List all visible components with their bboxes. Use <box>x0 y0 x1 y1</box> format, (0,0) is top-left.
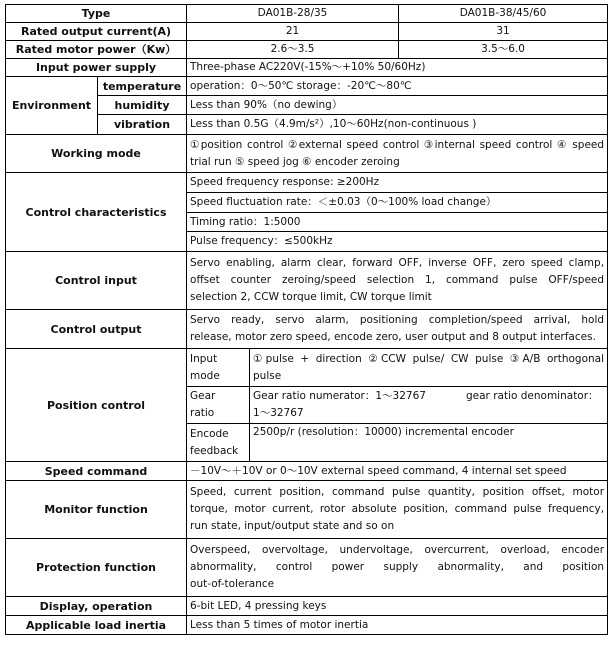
control-input-label: Control input <box>6 252 187 310</box>
monitor-function-label: Monitor function <box>6 481 187 539</box>
input-mode-line: pulse <box>253 369 282 382</box>
humidity-label: humidity <box>98 96 187 115</box>
encode-feedback-label-line: Encode <box>190 427 229 440</box>
control-input-line: selection 2, CCW torque limit, CW torque limit <box>190 291 432 303</box>
position-control-label: Position control <box>6 349 187 462</box>
gear-ratio-line: 1～32767 <box>253 407 304 419</box>
working-mode-line: trial run ⑤ speed jog ⑥ encoder zeroing <box>190 155 400 168</box>
row-type <box>6 5 608 23</box>
protection-line: abnormality, control power supply abnormality, and position <box>190 561 605 573</box>
row-control-output <box>6 310 608 349</box>
working-mode-value <box>187 135 608 173</box>
type-label: Type <box>6 5 187 23</box>
row-temperature <box>6 77 608 96</box>
input-mode-value <box>250 349 608 387</box>
input-mode-label-line: mode <box>190 369 220 382</box>
input-mode-line: ①pulse + direction ②CCW pulse/ CW pulse ③A/B orthogonal <box>253 352 605 365</box>
control-input-value <box>187 252 608 310</box>
display-label: Display, operation <box>6 597 187 616</box>
input-power-label: Input power supply <box>6 59 187 77</box>
control-char-item: Pulse frequency：≤500kHz <box>187 232 608 252</box>
row-rated-power <box>6 41 608 59</box>
control-input-line: offset counter zeroing/speed selection 1, command pulse OFF/speed <box>190 274 605 286</box>
rated-power-2: 3.5～6.0 <box>399 41 608 59</box>
gear-ratio-line: Gear ratio numerator：1～32767 gear ratio denominator： <box>253 390 599 402</box>
row-input-mode <box>6 349 608 387</box>
working-mode-line: ①position control ②external speed control ③internal speed control ④ speed <box>190 138 605 151</box>
vibration-label: vibration <box>98 115 187 135</box>
monitor-line: run state, input/output state and so on <box>190 520 395 532</box>
encode-feedback-line: 2500p/r (resolution：10000) incremental encoder <box>253 426 514 438</box>
input-power-value: Three-phase AC220V(-15%～+10% 50/60Hz) <box>187 59 608 77</box>
spec-table <box>5 4 608 635</box>
control-characteristics-label: Control characteristics <box>6 173 187 252</box>
protection-line: out-of-tolerance <box>190 578 275 590</box>
monitor-line: torque, motor current, rotor absolute position, command pulse frequency, <box>190 503 605 515</box>
control-output-value <box>187 310 608 349</box>
temperature-value: operation：0～50℃ storage：-20℃～80℃ <box>187 77 608 96</box>
rated-current-label: Rated output current(A) <box>6 23 187 41</box>
row-protection-function <box>6 539 608 597</box>
rated-current-2: 31 <box>399 23 608 41</box>
control-input-line: Servo enabling, alarm clear, forward OFF, inverse OFF, zero speed clamp, <box>190 257 605 269</box>
control-output-line: release, motor zero speed, encode zero, user output and 8 output interfaces. <box>190 331 596 343</box>
display-value: 6-bit LED, 4 pressing keys <box>187 597 608 616</box>
control-char-item: Timing ratio：1:5000 <box>187 213 608 232</box>
rated-power-1: 2.6～3.5 <box>187 41 399 59</box>
monitor-line: Speed, current position, command pulse quantity, position offset, motor <box>190 486 605 498</box>
model-1: DA01B-28/35 <box>187 5 399 23</box>
speed-command-value: －10V～＋10V or 0～10V external speed command, 4 internal set speed <box>187 462 608 481</box>
speed-command-label: Speed command <box>6 462 187 481</box>
row-monitor-function <box>6 481 608 539</box>
control-output-line: Servo ready, servo alarm, positioning completion/speed arrival, hold <box>190 314 605 326</box>
encode-feedback-label <box>187 424 250 462</box>
control-char-item: Speed fluctuation rate：＜±0.03（0～100% load change） <box>187 193 608 213</box>
gear-ratio-label-line: ratio <box>190 407 215 419</box>
protection-function-label: Protection function <box>6 539 187 597</box>
row-display <box>6 597 608 616</box>
gear-ratio-label <box>187 387 250 424</box>
load-inertia-value: Less than 5 times of motor inertia <box>187 616 608 635</box>
vibration-value: Less than 0.5G（4.9m/s²）,10～60Hz(non-continuous ) <box>187 115 608 135</box>
model-2: DA01B-38/45/60 <box>399 5 608 23</box>
row-control-input <box>6 252 608 310</box>
control-char-item: Speed frequency response: ≥200Hz <box>187 173 608 193</box>
row-load-inertia <box>6 616 608 635</box>
protection-function-value <box>187 539 608 597</box>
control-output-label: Control output <box>6 310 187 349</box>
row-rated-current <box>6 23 608 41</box>
rated-current-1: 21 <box>187 23 399 41</box>
environment-label: Environment <box>6 77 98 135</box>
row-control-char-1 <box>6 173 608 193</box>
protection-line: Overspeed, overvoltage, undervoltage, overcurrent, overload, encoder <box>190 544 605 556</box>
rated-power-label: Rated motor power（Kw） <box>6 41 187 59</box>
encode-feedback-value <box>250 424 608 462</box>
input-mode-label-line: Input <box>190 352 218 365</box>
gear-ratio-value <box>250 387 608 424</box>
temperature-label: temperature <box>98 77 187 96</box>
row-working-mode <box>6 135 608 173</box>
working-mode-label: Working mode <box>6 135 187 173</box>
encode-feedback-label-line: feedback <box>190 444 239 457</box>
gear-ratio-label-line: Gear <box>190 390 216 402</box>
monitor-function-value <box>187 481 608 539</box>
humidity-value: Less than 90%（no dewing） <box>187 96 608 115</box>
row-speed-command <box>6 462 608 481</box>
load-inertia-label: Applicable load inertia <box>6 616 187 635</box>
row-input-power <box>6 59 608 77</box>
input-mode-label <box>187 349 250 387</box>
